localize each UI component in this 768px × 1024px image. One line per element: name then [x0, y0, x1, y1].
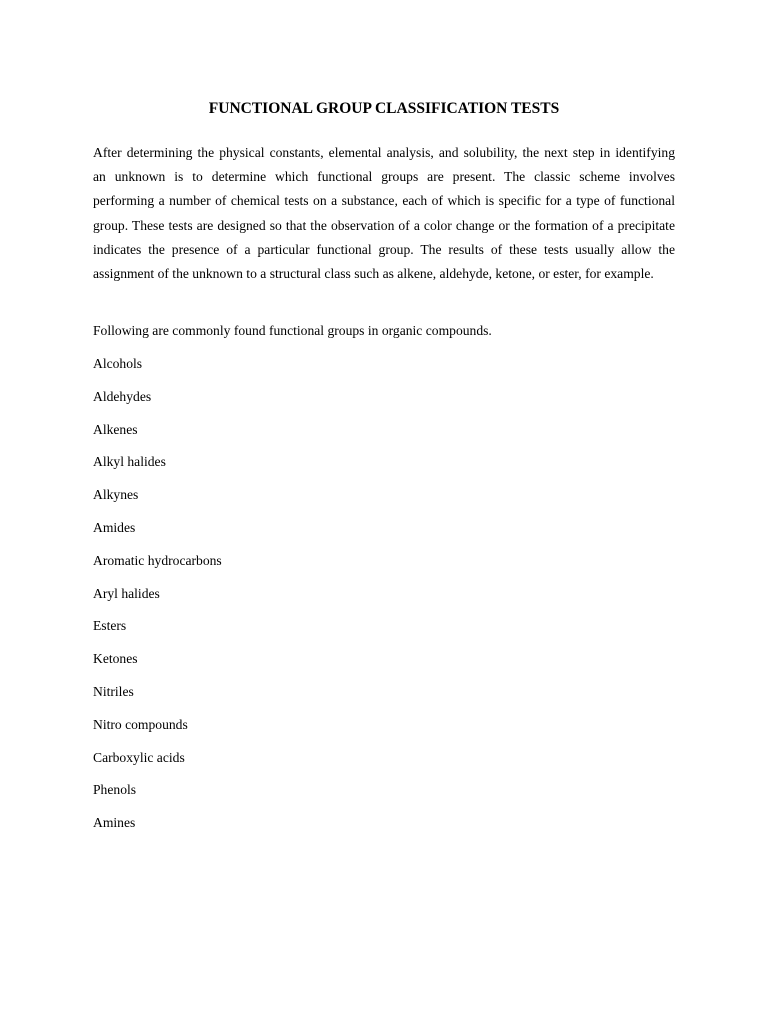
intro-line: After determining the physical constants, elemental analysis, and solubility, the next step in identifying [93, 145, 675, 160]
intro-line: performing a number of chemical tests on a substance, each of which is specific for a type of functional [93, 193, 675, 209]
list-item: Esters [93, 618, 127, 634]
list-item: Alkenes [93, 421, 138, 437]
list-item: Amides [93, 519, 136, 535]
list-item: Alkyl halides [93, 454, 166, 470]
list-item: Carboxylic acids [93, 749, 185, 765]
list-item: Aromatic hydrocarbons [93, 552, 222, 568]
intro-line: group. These tests are designed so that the observation of a color change or the formation of a precipitate [93, 217, 675, 233]
list-lead-in: Following are commonly found functional groups in organic compounds. [93, 323, 492, 338]
list-item: Aldehydes [93, 388, 152, 404]
intro-line: an unknown is to determine which functional groups are present. The classic scheme involves [93, 169, 675, 185]
list-item: Alcohols [93, 356, 143, 371]
list-item: Ketones [93, 651, 138, 667]
functional-group-list [93, 354, 222, 846]
list-item: Nitro compounds [93, 716, 188, 732]
list-item: Phenols [93, 782, 137, 798]
list-item: Alkynes [93, 487, 139, 503]
document-title: FUNCTIONAL GROUP CLASSIFICATION TESTS [208, 100, 560, 117]
intro-line: assignment of the unknown to a structural class such as alkene, aldehyde, ketone, or ester, for example. [93, 266, 654, 282]
list-item: Aryl halides [93, 585, 160, 601]
list-item: Nitriles [93, 683, 134, 699]
list-item: Amines [93, 815, 136, 831]
intro-paragraph [93, 141, 675, 286]
intro-line: indicates the presence of a particular functional group. The results of these tests usually allow the [93, 241, 675, 257]
